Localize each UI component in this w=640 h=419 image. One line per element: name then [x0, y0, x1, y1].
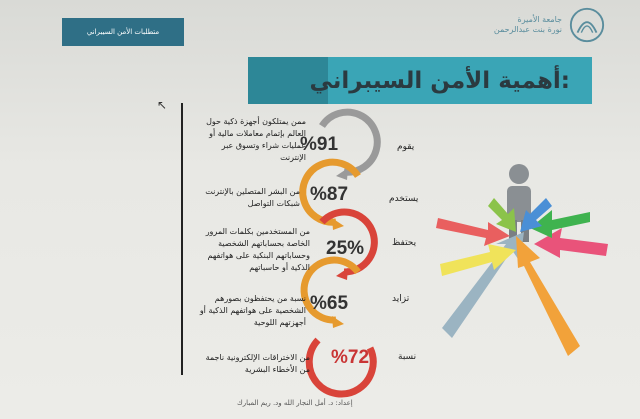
stat-percent-4: %65 [310, 293, 349, 314]
stat-description-1: ممن يمتلكون أجهزة ذكية حول العالم بإتمام معاملات مالية أو عمليات شراء وتسوق عبر الإنترنت [206, 117, 306, 162]
slide-title: أهمية الأمن السيبراني: [309, 68, 570, 94]
stat-description-4: نسبة من يحتفظون بصورهم الشخصية على هواتفهم الذكية أو أجهزتهم اللوحية [199, 294, 306, 327]
stat-verb-4: تزايد [392, 294, 410, 304]
stat-description-5: من الاختراقات الإلكترونية ناجمة من الأخطاء البشرية [205, 353, 310, 374]
stat-percent-2: %87 [310, 184, 349, 205]
stat-verb-1: يقوم [397, 142, 415, 152]
stat-verb-5: نسبة [398, 352, 417, 362]
stat-verb-2: يستخدم [389, 194, 419, 204]
university-name-line1: جامعة الأميرة [517, 15, 562, 24]
university-name-line2: نورة بنت عبدالرحمن [493, 25, 562, 34]
person-figure-icon [507, 164, 531, 242]
stat-percent-3: 25% [326, 238, 365, 259]
mouse-cursor-icon: ↖ [157, 98, 168, 112]
stat-description-3: من المستخدمين بكلمات المرور الخاصة بحساباتهم الشخصية وحساباتهم البنكية على هواتفهم الذكية أو حاسباتهم [205, 227, 310, 272]
stat-percent-1: %91 [300, 134, 339, 155]
slide-footer-credit: إعداد: د. أمل النجار الله ود. ريم المبارك [237, 399, 353, 407]
stat-description-2: من البشر المتصلين بالإنترنت شبكات التواصل [205, 187, 300, 208]
section-tab-label: متطلبات الأمن السيبراني [86, 28, 160, 36]
stat-verb-3: يحتفظ [392, 238, 417, 248]
stat-percent-5: %72 [331, 347, 370, 368]
